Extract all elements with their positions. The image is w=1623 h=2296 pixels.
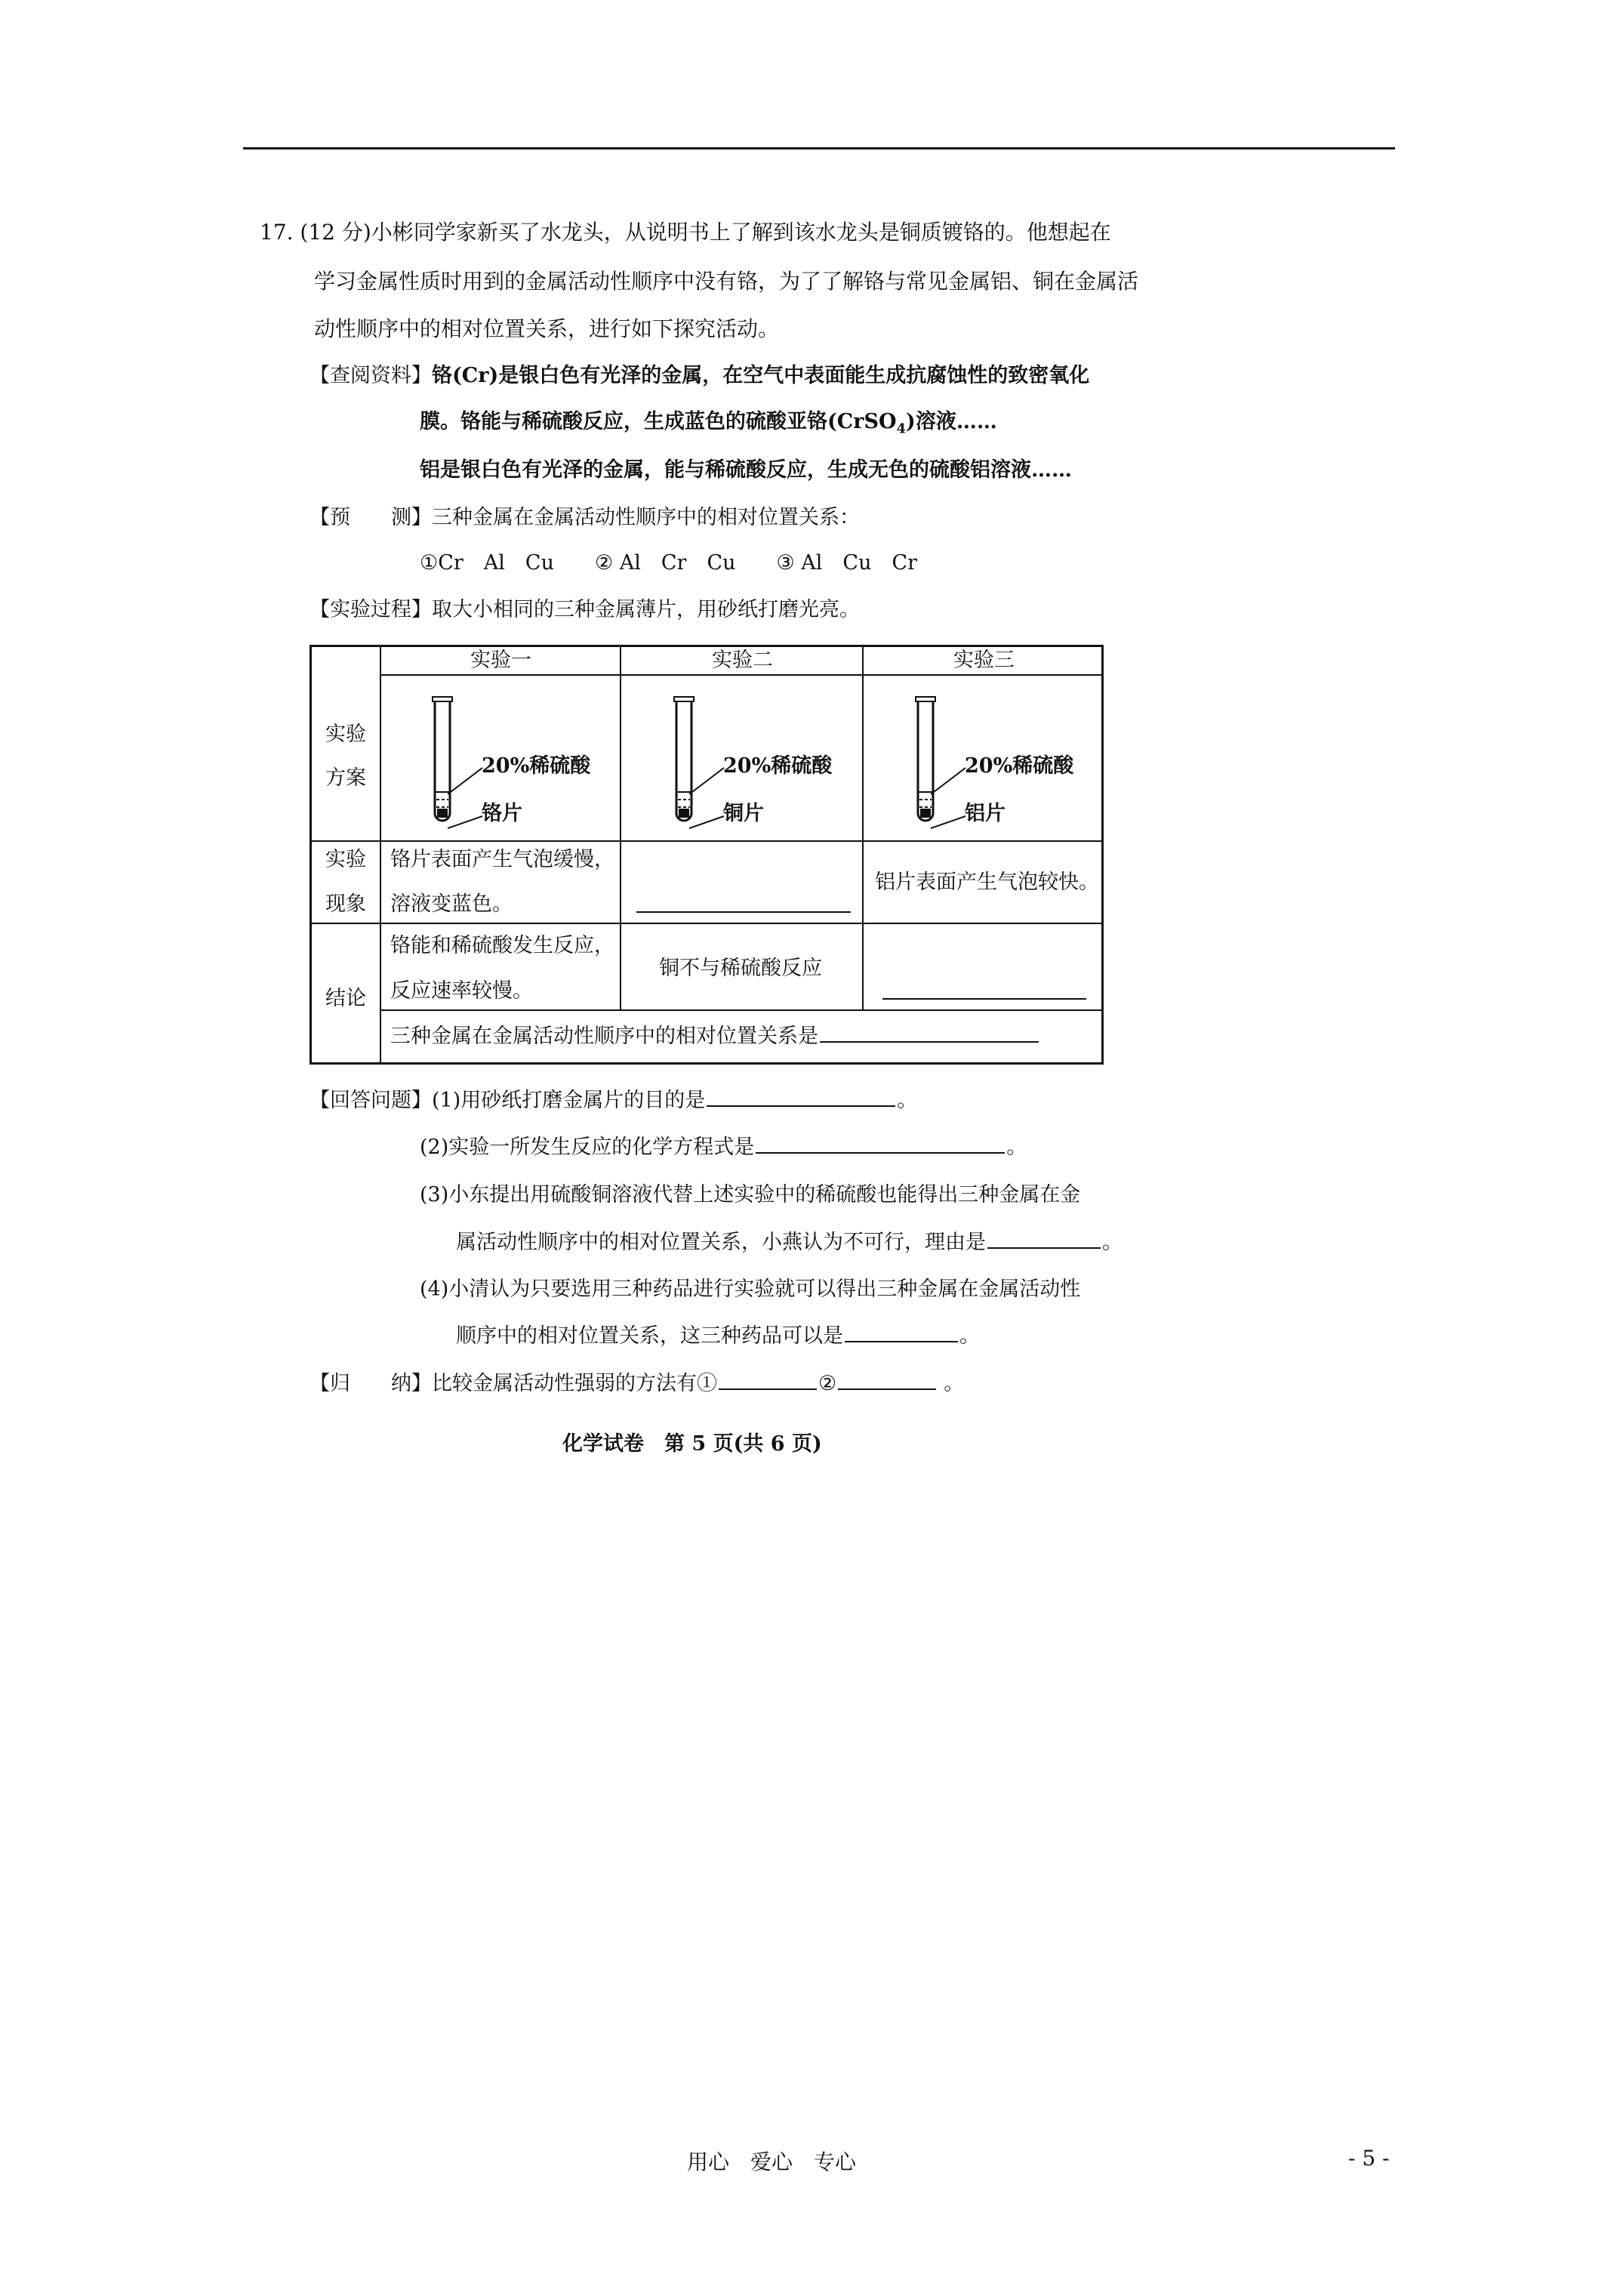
q4-blank[interactable]: [845, 1323, 958, 1342]
process-text: 取大小相同的三种金属薄片，用砂纸打磨光亮。: [432, 598, 860, 621]
prediction-text: 三种金属在金属活动性顺序中的相对位置关系：: [432, 506, 860, 529]
experiment-table: [310, 645, 1104, 1065]
q1-text: (1)用砂纸打磨金属片的目的是: [432, 1089, 706, 1112]
concl-3-blank[interactable]: [882, 998, 1086, 1000]
research-line-2: [420, 408, 997, 442]
table-hline-3: [312, 923, 1102, 924]
bottom-center-text: 用心 爱心 专心: [687, 2150, 857, 2174]
table-vline-1: [380, 647, 381, 1063]
question-line-3: 动性顺序中的相对位置关系，进行如下探究活动。: [314, 316, 780, 341]
q4-end: 。: [959, 1324, 980, 1348]
summary-line: [310, 1370, 964, 1398]
answer-q4-line-2: [456, 1323, 980, 1350]
metal-label-1: 铬片: [482, 802, 522, 825]
answer-q3-line-2: [456, 1229, 1123, 1256]
research-line-2b: )溶液……: [906, 410, 997, 433]
answer-q1: [310, 1087, 917, 1114]
question-line-1: 17. (12 分)小彬同学家新买了水龙头，从说明书上了解到该水龙头是铜质镀铬的。他想起在: [260, 220, 1111, 245]
summary-label: 【归 纳】: [310, 1372, 432, 1395]
concl-1-line-2: 反应速率较慢。: [390, 979, 533, 1003]
row-label-conclusion: 结论: [325, 987, 366, 1010]
acid-label-3: 20%稀硫酸: [965, 754, 1074, 778]
top-rule: [243, 147, 1395, 149]
q2-blank[interactable]: [756, 1134, 1005, 1154]
summary-blank-2[interactable]: [838, 1370, 936, 1390]
q2-text: (2)实验一所发生反应的化学方程式是: [420, 1136, 755, 1159]
page-number: - 5 -: [1348, 2146, 1390, 2171]
q3-text: 属活动性顺序中的相对位置关系，小燕认为不可行，理由是: [456, 1231, 986, 1254]
phenom-3: 铝片表面产生气泡较快。: [875, 871, 1099, 894]
answer-q3-line-1: (3)小东提出用硫酸铜溶液代替上述实验中的稀硫酸也能得出三种金属在金: [420, 1183, 1081, 1207]
final-row-text: [390, 1023, 1040, 1049]
acid-label-2: 20%稀硫酸: [723, 754, 833, 778]
answers-label: 【回答问题】: [310, 1089, 432, 1112]
process-label: 【实验过程】: [310, 598, 432, 621]
final-row-label: 三种金属在金属活动性顺序中的相对位置关系是: [390, 1025, 818, 1048]
q1-blank[interactable]: [707, 1087, 895, 1107]
summary-text-a: 比较金属活动性强弱的方法有①: [432, 1372, 717, 1395]
question-line-2: 学习金属性质时用到的金属活动性顺序中没有铬，为了了解铬与常见金属铝、铜在金属活: [314, 269, 1139, 294]
table-hline-2: [312, 840, 1102, 842]
research-subscript: 4: [896, 421, 907, 437]
metal-label-2: 铜片: [723, 802, 764, 825]
header-exp-1: 实验一: [470, 649, 531, 672]
concl-2: 铜不与稀硫酸反应: [659, 957, 822, 980]
row-label-phenom-1: 实验: [325, 848, 366, 871]
table-vline-2: [620, 647, 621, 1009]
final-row-blank[interactable]: [820, 1023, 1039, 1043]
summary-text-b: ②: [818, 1372, 837, 1395]
research-line-1: 铬(Cr)是银白色有光泽的金属，在空气中表面能生成抗腐蚀性的致密氧化: [432, 364, 1090, 387]
answer-q4-line-1: (4)小清认为只要选用三种药品进行实验就可以得出三种金属在金属活动性: [420, 1277, 1081, 1301]
phenom-1-line-2: 溶液变蓝色。: [390, 892, 513, 916]
row-label-plan-2: 方案: [325, 766, 366, 790]
research-block-1: [310, 362, 1089, 390]
prediction-options: ①Cr Al Cu ② Al Cr Cu ③ Al Cu Cr: [420, 551, 918, 575]
row-label-phenom-2: 现象: [325, 892, 366, 916]
q3-end: 。: [1102, 1231, 1123, 1254]
header-exp-2: 实验二: [712, 649, 773, 672]
research-label: 【查阅资料】: [310, 364, 432, 387]
header-exp-3: 实验三: [953, 649, 1015, 672]
exam-page-footer: 化学试卷 第 5 页(共 6 页): [562, 1432, 822, 1456]
table-hline-1: [380, 674, 1102, 676]
research-line-2a: 膜。铬能与稀硫酸反应，生成蓝色的硫酸亚铬(CrSO: [420, 410, 897, 433]
phenom-1-line-1: 铬片表面产生气泡缓慢，: [390, 848, 614, 871]
summary-text-c: 。: [944, 1372, 965, 1395]
research-line-3: 铝是银白色有光泽的金属，能与稀硫酸反应，生成无色的硫酸铝溶液……: [420, 458, 1072, 482]
table-vline-3: [862, 647, 864, 1009]
answer-q2: [420, 1134, 1027, 1161]
concl-1-line-1: 铬能和稀硫酸发生反应，: [390, 934, 614, 957]
prediction-block: [310, 504, 860, 532]
metal-label-3: 铝片: [965, 802, 1006, 825]
table-hline-4: [380, 1009, 1102, 1011]
row-label-plan-1: 实验: [325, 723, 366, 746]
q3-blank[interactable]: [987, 1229, 1101, 1249]
prediction-label: 【预 测】: [310, 506, 432, 529]
q1-end: 。: [897, 1089, 918, 1112]
summary-blank-1[interactable]: [719, 1370, 817, 1390]
acid-label-1: 20%稀硫酸: [482, 754, 591, 778]
phenom-2-blank[interactable]: [636, 911, 851, 913]
q2-end: 。: [1006, 1136, 1027, 1159]
process-block: [310, 596, 860, 624]
q4-text: 顺序中的相对位置关系，这三种药品可以是: [456, 1324, 843, 1348]
